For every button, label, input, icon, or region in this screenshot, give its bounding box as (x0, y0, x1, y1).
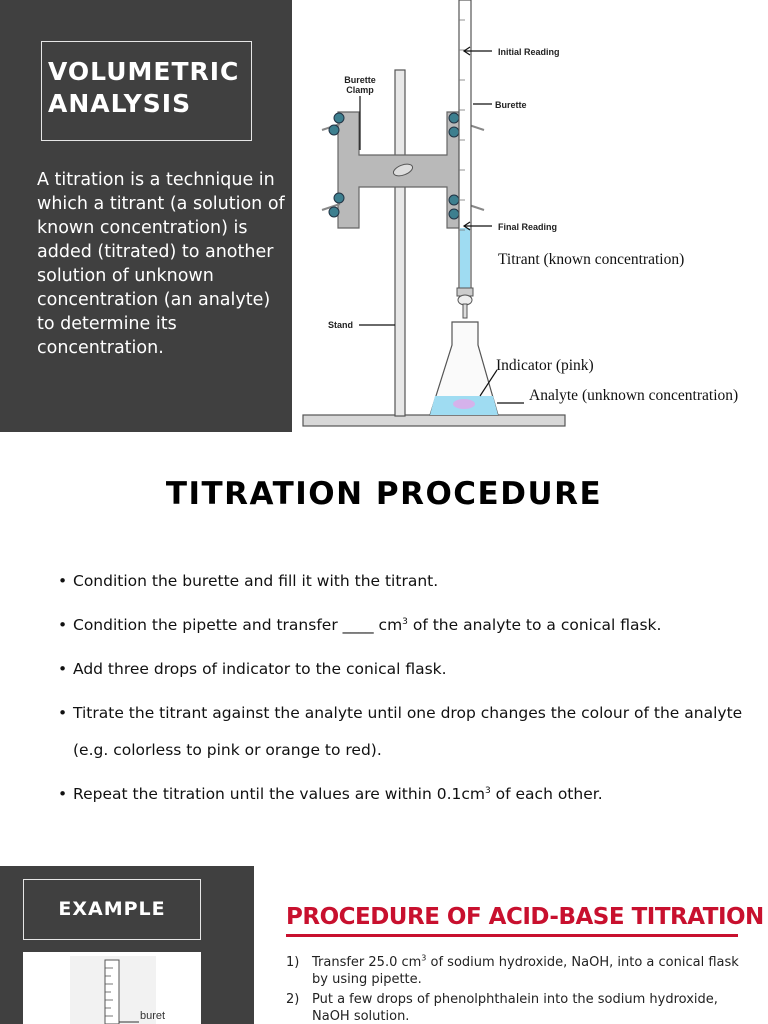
titration-diagram (292, 0, 768, 432)
buret-label: buret (140, 1010, 166, 1022)
acid-base-steps (286, 954, 756, 1024)
bullet-text-pre: Condition the pipette and transfer ____ cm (73, 616, 403, 634)
heading-underline (286, 934, 738, 937)
slide-volumetric-analysis (0, 0, 768, 432)
burette-label: Burette (495, 100, 527, 110)
bullet-condition-pipette (58, 607, 748, 644)
final-reading-label: Final Reading (498, 222, 558, 232)
bullet-repeat (58, 776, 748, 813)
superscript-3: 3 (402, 616, 408, 627)
buret-image (23, 952, 201, 1024)
stand-label: Stand (328, 320, 354, 330)
step-text-pre: Transfer 25.0 cm (312, 955, 422, 970)
superscript-3: 3 (484, 785, 491, 796)
bullet-text: Condition the burette and fill it with the titrant. (73, 572, 439, 590)
example-label: EXAMPLE (23, 879, 201, 940)
burette-clamp-label (344, 75, 376, 95)
step-text-post: of sodium hydroxide, NaOH, into a conical flask by using pipette. (312, 955, 739, 987)
step-number: 2) (286, 992, 300, 1007)
slide-titration-procedure (0, 432, 768, 864)
intro-text: A titration is a technique in which a titrant (a solution of known concentration) is added (titrated) to another solution of unknown concentration (an analyte) to determine its concentration. (37, 170, 285, 358)
slide-title: VOLUMETRIC ANALYSIS (48, 57, 240, 118)
step-1 (286, 954, 756, 988)
step-text: Put a few drops of phenolphthalein into the sodium hydroxide, NaOH solution. (312, 992, 718, 1024)
buret-illustration (23, 952, 201, 1024)
analyte-label: Analyte (unknown concentration) (529, 387, 739, 404)
bullet-text-post: of each other. (490, 785, 603, 803)
acid-base-heading: PROCEDURE OF ACID-BASE TITRATION (286, 904, 764, 930)
indicator-label: Indicator (pink) (496, 357, 594, 374)
superscript-3: 3 (421, 953, 427, 963)
burette-clamp-label-line2: Clamp (346, 85, 374, 95)
step-number: 1) (286, 955, 300, 970)
procedure-bullet-list (58, 563, 748, 820)
dark-side-panel (0, 866, 254, 1024)
bullet-titrate (58, 695, 748, 769)
bullet-add-indicator (58, 651, 748, 688)
initial-reading-label: Initial Reading (498, 47, 560, 57)
step-2 (286, 991, 756, 1024)
dark-side-panel (0, 0, 292, 432)
procedure-title: TITRATION PROCEDURE (165, 476, 603, 512)
titrant-label: Titrant (known concentration) (498, 251, 685, 268)
bullet-text: Titrate the titrant against the analyte until one drop changes the colour of the analyte (e.g. colorless to pink or orange to red). (73, 704, 743, 759)
bullet-text-post: of the analyte to a conical flask. (407, 616, 662, 634)
bullet-condition-burette (58, 563, 748, 600)
burette-clamp-label-line1: Burette (344, 75, 376, 85)
title-box (41, 41, 252, 141)
bullet-text-pre: Repeat the titration until the values are within 0.1cm (73, 785, 485, 803)
slide-example (0, 864, 768, 1024)
bullet-text: Add three drops of indicator to the conical flask. (73, 660, 447, 678)
